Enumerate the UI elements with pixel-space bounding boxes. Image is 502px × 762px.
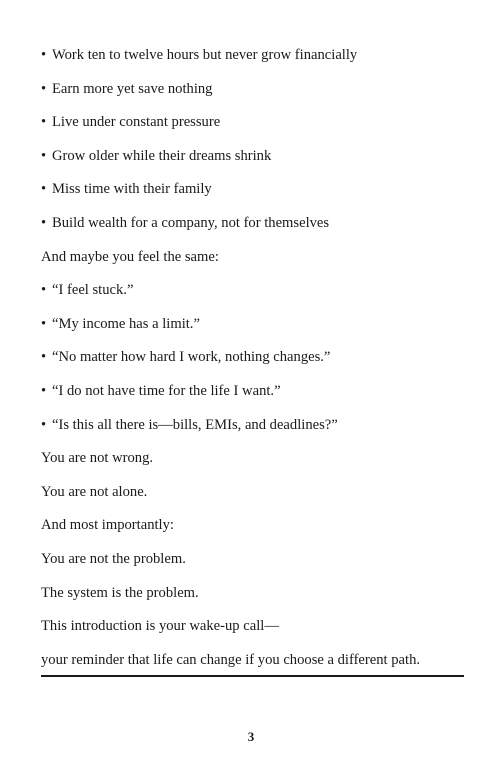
bullet-list-item: [41, 214, 329, 232]
bullet-marker: •: [41, 349, 47, 366]
paragraph-line: [41, 617, 279, 635]
bullet-list-item: [41, 348, 330, 366]
paragraph-line: [41, 248, 219, 266]
line-text: Work ten to twelve hours but never grow financially: [52, 47, 358, 63]
line-text: “Is this all there is—bills, EMIs, and deadlines?”: [52, 416, 338, 433]
line-text: And maybe you feel the same:: [41, 248, 219, 265]
line-text: Grow older while their dreams shrink: [52, 147, 272, 164]
bullet-list-item: [41, 147, 271, 165]
paragraph-line: [41, 584, 199, 602]
line-text: “I feel stuck.”: [52, 282, 134, 299]
bullet-list-item: [41, 281, 133, 299]
bullet-marker: •: [41, 282, 47, 299]
bullet-marker: •: [41, 114, 47, 131]
paragraph-line: [41, 550, 186, 568]
bullet-marker: •: [41, 416, 47, 433]
bullet-marker: •: [41, 147, 47, 164]
line-text: This introduction is your wake-up call—: [41, 618, 279, 635]
line-text: your reminder that life can change if you choose a different path.: [41, 651, 421, 668]
bullet-marker: •: [41, 181, 47, 198]
text-underline-rule: [41, 675, 464, 677]
paragraph-line: [41, 449, 153, 467]
paragraph-line: [41, 651, 420, 669]
bullet-marker: •: [41, 315, 47, 332]
bullet-list-item: [41, 80, 212, 98]
line-text: And most importantly:: [41, 517, 174, 534]
line-text: Miss time with their family: [52, 181, 212, 198]
bullet-list-item: [41, 113, 220, 131]
bullet-marker: •: [41, 80, 47, 97]
line-text: Live under constant pressure: [52, 114, 221, 131]
line-text: Earn more yet save nothing: [52, 80, 213, 97]
line-text: “I do not have time for the life I want.”: [52, 383, 281, 399]
bullet-marker: •: [41, 47, 47, 63]
bullet-list-item: [41, 46, 357, 64]
bullet-list-item: [41, 180, 212, 198]
bullet-list-item: [41, 315, 200, 333]
bullet-marker: •: [41, 215, 47, 231]
bullet-list-item: [41, 382, 281, 400]
line-text: The system is the problem.: [41, 584, 199, 601]
bullet-list-item: [41, 416, 338, 434]
page-number: 3: [247, 729, 255, 744]
line-text: You are not alone.: [41, 483, 148, 500]
line-text: You are not wrong.: [41, 450, 154, 467]
line-text: You are not the problem.: [41, 551, 186, 567]
line-text: Build wealth for a company, not for themselves: [52, 215, 330, 231]
line-text: “My income has a limit.”: [52, 315, 200, 332]
paragraph-line: [41, 483, 147, 501]
line-text: “No matter how hard I work, nothing changes.”: [52, 349, 331, 366]
paragraph-line: [41, 516, 174, 534]
bullet-marker: •: [41, 383, 47, 399]
